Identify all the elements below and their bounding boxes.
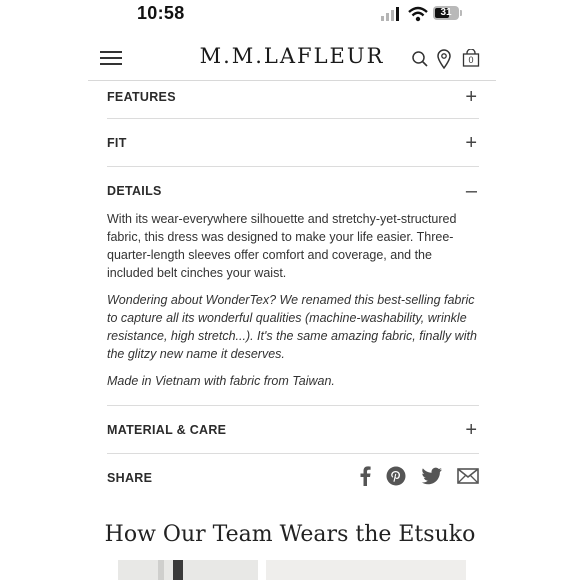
details-paragraph: Made in Vietnam with fabric from Taiwan. (107, 374, 335, 388)
share-row (107, 454, 479, 504)
accordion-features[interactable] (107, 80, 479, 119)
details-label: DETAILS (107, 184, 162, 198)
facebook-icon[interactable] (358, 466, 372, 491)
status-time: 10:58 (137, 3, 185, 23)
minus-icon[interactable]: – (465, 180, 477, 202)
section-heading: How Our Team Wears the Etsuko (104, 522, 476, 547)
status-bar (0, 0, 580, 30)
battery-level: 31 (440, 7, 452, 18)
search-icon[interactable] (411, 50, 429, 68)
plus-icon[interactable]: + (465, 86, 477, 108)
shopping-bag-icon[interactable] (462, 49, 480, 67)
plus-icon[interactable]: + (465, 419, 477, 441)
twitter-icon[interactable] (421, 467, 443, 490)
bag-count: 0 (468, 55, 474, 65)
email-icon[interactable] (457, 468, 479, 489)
details-paragraph: With its wear-everywhere silhouette and stretchy-yet-structured fabric, this dress was designed to make your life easier. Three-quarter-length sleeves offer comfort and coverage, and the included belt cinches your waist. (107, 212, 457, 280)
battery-icon (433, 6, 459, 20)
pinterest-icon[interactable] (386, 466, 406, 491)
product-accordion (107, 80, 479, 504)
details-body (107, 210, 479, 399)
accordion-details[interactable] (107, 167, 479, 406)
site-header (88, 38, 496, 81)
plus-icon[interactable]: + (465, 132, 477, 154)
team-photo[interactable] (118, 560, 258, 580)
share-label: SHARE (107, 471, 153, 485)
team-photo[interactable] (266, 560, 466, 580)
wifi-icon (407, 6, 429, 22)
features-label: FEATURES (107, 90, 176, 104)
share-icons (348, 466, 479, 491)
accordion-fit[interactable] (107, 119, 479, 167)
store-locator-icon[interactable] (436, 49, 452, 69)
fit-label: FIT (107, 136, 127, 150)
accordion-material-care[interactable] (107, 406, 479, 454)
brand-logo[interactable]: M.M.LAFLEUR (199, 44, 385, 68)
material-care-label: MATERIAL & CARE (107, 423, 227, 437)
details-paragraph: Wondering about WonderTex? We renamed this best-selling fabric to capture all its wonderful qualities (machine-washability, wrinkle resistance, high stretch...). It's the same amazing fabric, finally with the glitzy new name it deserves. (107, 293, 477, 361)
cellular-signal-icon (380, 6, 402, 22)
